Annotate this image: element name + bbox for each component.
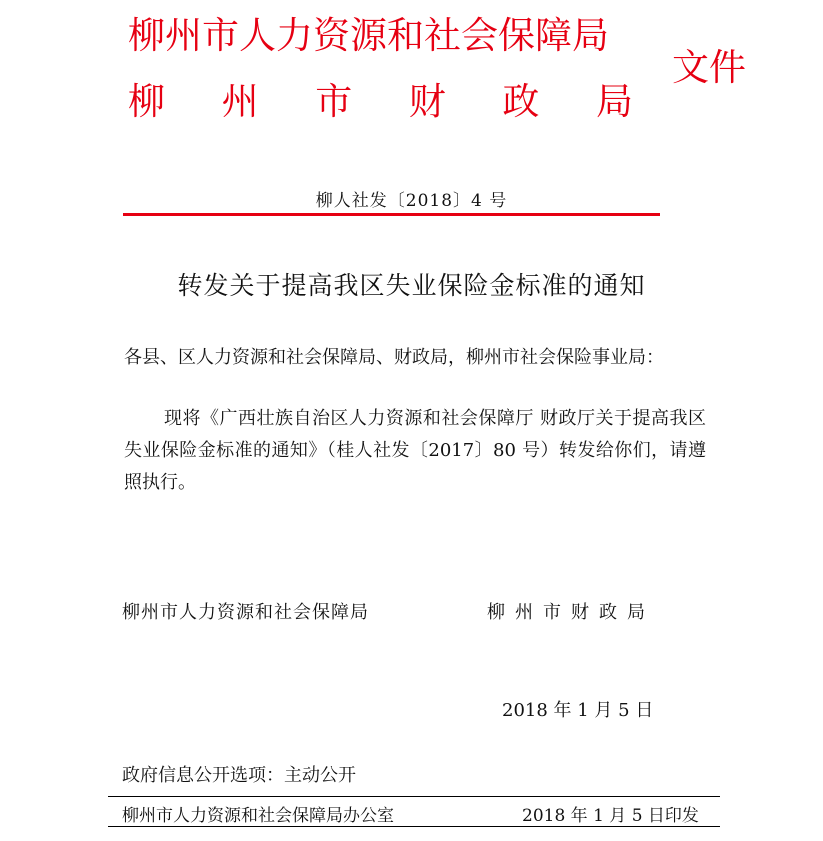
issuer-line-2-char: 市 [315,80,353,123]
signature-char: 政 [599,602,617,623]
footer-bottom-rule [108,826,720,827]
issuer-line-1: 柳州市人力资源和社会保障局 [128,14,609,57]
signature-issuer-finance [487,598,655,624]
issuer-line-2-char: 财 [408,80,446,123]
signature-char: 财 [571,602,589,623]
signature-char: 州 [515,602,533,623]
footer-top-rule [108,796,720,797]
disclosure-option: 政府信息公开选项：主动公开 [122,765,356,786]
signature-char: 局 [627,602,645,623]
issuer-line-2-char: 州 [221,80,259,123]
recipients-paragraph: 各县、区人力资源和社会保障局、财政局，柳州市社会保险事业局： [124,347,664,368]
issuer-line-2-char: 柳 [128,80,165,123]
document-title: 转发关于提高我区失业保险金标准的通知 [177,271,646,300]
signature-char: 市 [543,602,561,623]
issuer-line-2-char: 局 [595,80,633,123]
footer-office: 柳州市人力资源和社会保障局办公室 [122,806,394,826]
issuer-line-2 [128,80,633,124]
body-paragraph: 现将《广西壮族自治区人力资源和社会保障厅 财政厅关于提高我区失业保险金标准的通知》（桂人社发〔2017〕80 号）转发给你们，请遵照执行。 [124,408,706,493]
signature-char: 柳 [487,602,505,623]
document-number: 柳人社发〔2018〕4 号 [315,191,508,211]
doc-type-label: 文件 [672,46,746,89]
red-separator-line [123,213,660,216]
footer-printed-date: 2018 年 1 月 5 日印发 [522,806,699,826]
signature-issuer-hr: 柳州市人力资源和社会保障局 [122,602,369,623]
issuer-line-2-char: 政 [502,80,540,123]
signature-date: 2018 年 1 月 5 日 [502,700,654,721]
